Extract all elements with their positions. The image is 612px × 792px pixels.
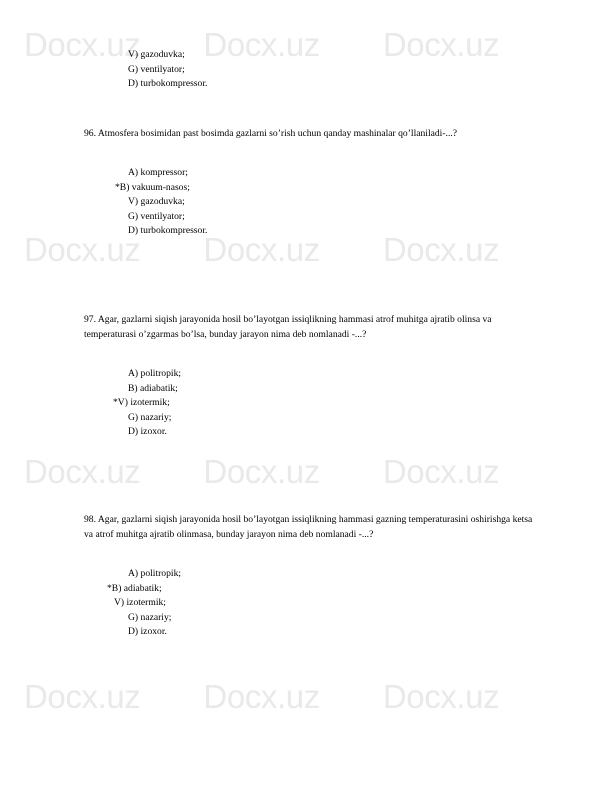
option-item[interactable]: V) gazoduvka; (128, 49, 185, 60)
watermark-text: Docx.uz (203, 231, 320, 268)
option-item-correct[interactable]: *B) adiabatik; (107, 582, 162, 594)
carryover-option-list (0, 48, 612, 92)
option-item[interactable]: D) turbokompressor. (128, 78, 208, 90)
question-block-96 (0, 127, 612, 142)
watermark-text: Docx.uz (382, 678, 500, 715)
option-item[interactable]: A) politropik; (128, 568, 182, 579)
option-item[interactable]: D) turbokompressor. (128, 225, 208, 237)
option-item[interactable]: G) nazariy; (128, 411, 172, 423)
option-list-96 (0, 166, 612, 239)
option-item[interactable]: B) adiabatik; (128, 382, 178, 394)
watermark-text: Docx.uz (382, 26, 500, 63)
option-list-97 (0, 367, 612, 440)
watermark-text: Docx.uz (24, 231, 141, 268)
question-text: 96. Atmosfera bosimidan past bosimda gazlarni so’rish uchun qanday mashinalar qo’llaniladi-...? (84, 128, 457, 139)
option-item-correct[interactable]: *V) izotermik; (113, 397, 170, 409)
watermark-text: Docx.uz (203, 26, 320, 63)
option-list-98 (0, 567, 612, 640)
option-item[interactable]: D) izoxor. (128, 626, 167, 638)
watermark-text: Docx.uz (24, 453, 141, 490)
option-item[interactable]: A) kompressor; (128, 167, 188, 178)
watermark-text: Docx.uz (203, 453, 320, 490)
watermark-text: Docx.uz (203, 678, 320, 715)
watermark-text: Docx.uz (382, 453, 500, 490)
watermark-text: Docx.uz (24, 26, 141, 63)
option-item[interactable]: A) politropik; (128, 368, 182, 379)
question-text: 97. Agar, gazlarni siqish jarayonida hosil bo’layotgan issiqlikning hammasi atrof muhitga ajratib olinsa va temperaturasi o’zgarmas bo’lsa, bunday jarayon nima deb nomlanadi -...? (84, 314, 494, 340)
option-item[interactable]: V) gazoduvka; (128, 196, 185, 208)
watermark-text: Docx.uz (24, 678, 141, 715)
question-block-97 (0, 313, 612, 342)
option-item[interactable]: G) nazariy; (128, 611, 172, 623)
option-item[interactable]: D) izoxor. (128, 426, 167, 438)
question-block-98 (0, 513, 612, 542)
question-text: 98. Agar, gazlarni siqish jarayonida hosil bo’layotgan issiqlikning hammasi gazning temperaturasini oshirishga ketsa va atrof muhitga ajratib olinmasa, bunday jarayon nima deb nomlanadi -...? (84, 514, 535, 540)
option-item-correct[interactable]: *B) vakuum-nasos; (115, 181, 190, 193)
option-item[interactable]: V) izotermik; (114, 597, 166, 609)
option-item[interactable]: G) ventilyator; (128, 63, 185, 75)
option-item[interactable]: G) ventilyator; (128, 210, 185, 222)
watermark-text: Docx.uz (382, 231, 500, 268)
